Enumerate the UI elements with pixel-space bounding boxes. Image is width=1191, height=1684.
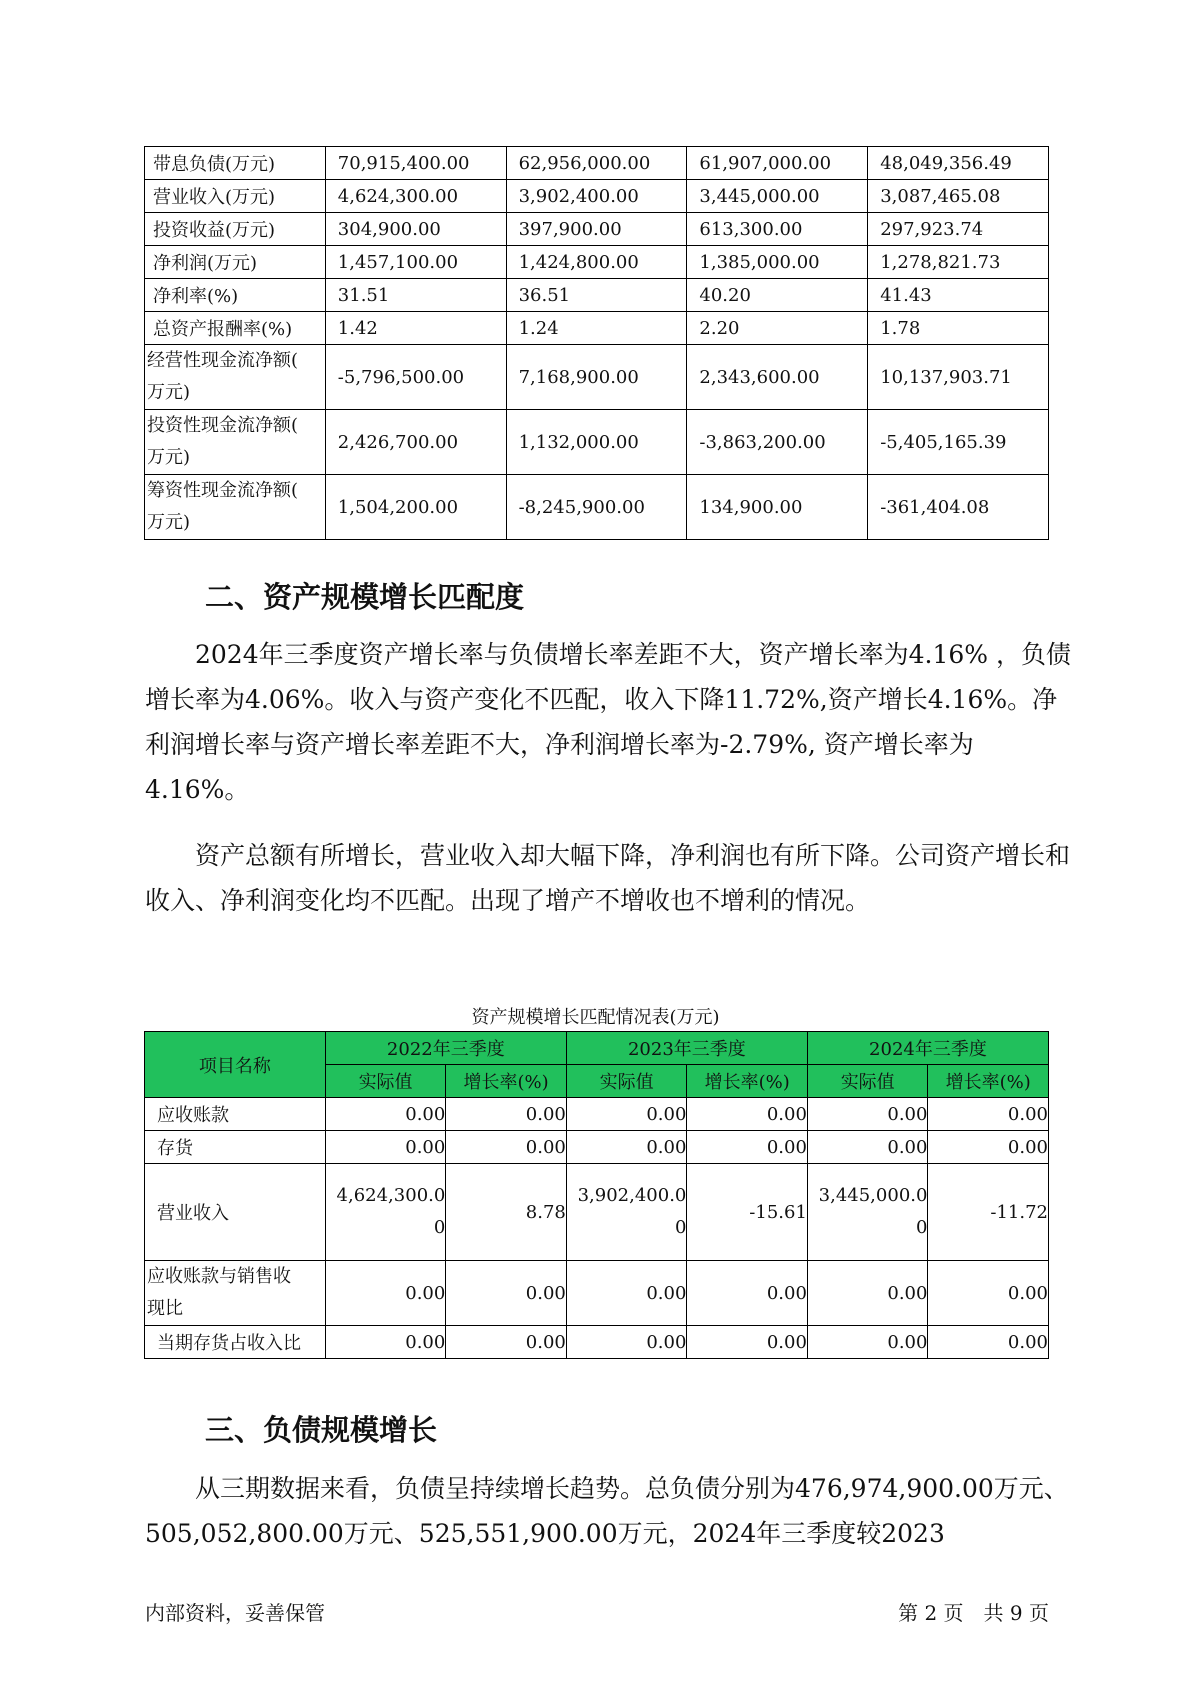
cell: 61,907,000.00 xyxy=(687,147,868,180)
table-caption: 资产规模增长匹配情况表(万元) xyxy=(471,1007,720,1028)
cell: 3,445,000.00 xyxy=(687,180,868,213)
row-label xyxy=(145,345,326,410)
cell: -5,405,165.39 xyxy=(868,410,1049,475)
cell: 41.43 xyxy=(868,279,1049,312)
cell: 0.00 xyxy=(807,1131,928,1164)
cell: 0.00 xyxy=(928,1326,1049,1359)
row-label-line1: 经营性现金流净额( xyxy=(147,350,299,371)
cell: 0.00 xyxy=(687,1131,808,1164)
cell: 10,137,903.71 xyxy=(868,345,1049,410)
cell-line1: 3,902,400.0 xyxy=(577,1185,687,1206)
asset-growth-match-table xyxy=(144,1031,1049,1359)
header-period: 2023年三季度 xyxy=(566,1032,807,1065)
cell: 36.51 xyxy=(506,279,687,312)
cell: 62,956,000.00 xyxy=(506,147,687,180)
cell: 0.00 xyxy=(566,1131,687,1164)
cell: 31.51 xyxy=(325,279,506,312)
cell: 3,087,465.08 xyxy=(868,180,1049,213)
cell: 1,385,000.00 xyxy=(687,246,868,279)
header-growth: 增长率(%) xyxy=(446,1065,567,1098)
cell-line2: 0 xyxy=(674,1217,687,1238)
cell: 1,457,100.00 xyxy=(325,246,506,279)
cell: 1.42 xyxy=(325,312,506,345)
row-name: 当期存货占收入比 xyxy=(145,1326,326,1359)
table-row xyxy=(145,213,1049,246)
table-row xyxy=(145,475,1049,540)
cell: 70,915,400.00 xyxy=(325,147,506,180)
row-name-line2: 现比 xyxy=(147,1298,183,1319)
cell: 0.00 xyxy=(687,1326,808,1359)
cell: 3,902,400.00 xyxy=(506,180,687,213)
row-name: 营业收入 xyxy=(145,1164,326,1261)
cell: 0.00 xyxy=(446,1098,567,1131)
cell: 613,300.00 xyxy=(687,213,868,246)
header-period: 2024年三季度 xyxy=(807,1032,1048,1065)
cell: 0.00 xyxy=(325,1098,446,1131)
cell: 297,923.74 xyxy=(868,213,1049,246)
cell: 0.00 xyxy=(928,1131,1049,1164)
table-row xyxy=(145,312,1049,345)
paragraph: 资产总额有所增长，营业收入却大幅下降，净利润也有所下降。公司资产增长和收入、净利润变化均不匹配。出现了增产不增收也不增利的情况。 xyxy=(145,841,1071,915)
cell: 4,624,300.00 xyxy=(325,180,506,213)
row-label: 净利率(%) xyxy=(145,279,326,312)
row-label: 带息负债(万元) xyxy=(145,147,326,180)
paragraph: 2024年三季度资产增长率与负债增长率差距不大，资产增长率为4.16% ，负债增长率为4.06%。收入与资产变化不匹配，收入下降11.72%,资产增长4.16%。净利润增长率与资产增长率差距不大，净利润增长率为-2.79%, 资产增长率为4.16%。 xyxy=(145,640,1071,804)
header-growth: 增长率(%) xyxy=(687,1065,808,1098)
cell: 0.00 xyxy=(325,1261,446,1326)
row-label-line2: 万元) xyxy=(147,512,191,533)
table-row xyxy=(145,345,1049,410)
cell: -361,404.08 xyxy=(868,475,1049,540)
row-name: 存货 xyxy=(145,1131,326,1164)
cell: -5,796,500.00 xyxy=(325,345,506,410)
table-row xyxy=(145,147,1049,180)
cell-line1: 4,624,300.0 xyxy=(336,1185,446,1206)
cell: 2,343,600.00 xyxy=(687,345,868,410)
cell: 1,424,800.00 xyxy=(506,246,687,279)
cell: 304,900.00 xyxy=(325,213,506,246)
cell: 0.00 xyxy=(566,1326,687,1359)
cell: 0.00 xyxy=(928,1261,1049,1326)
cell: 0.00 xyxy=(325,1131,446,1164)
table-row xyxy=(145,180,1049,213)
cell: 0.00 xyxy=(928,1098,1049,1131)
row-name: 应收账款 xyxy=(145,1098,326,1131)
cell: -3,863,200.00 xyxy=(687,410,868,475)
cell: 0.00 xyxy=(807,1098,928,1131)
header-actual: 实际值 xyxy=(325,1065,446,1098)
cell: 0.00 xyxy=(566,1098,687,1131)
table-row xyxy=(145,246,1049,279)
table-row xyxy=(145,1326,1049,1359)
header-period: 2022年三季度 xyxy=(325,1032,566,1065)
cell: 0.00 xyxy=(807,1261,928,1326)
cell: 0.00 xyxy=(687,1098,808,1131)
cell-line2: 0 xyxy=(433,1217,446,1238)
cell: 0.00 xyxy=(807,1326,928,1359)
header-growth: 增长率(%) xyxy=(928,1065,1049,1098)
section-heading-liability-growth: 三、负债规模增长 xyxy=(205,1413,438,1447)
row-label: 净利润(万元) xyxy=(145,246,326,279)
row-name-line1: 应收账款与销售收 xyxy=(147,1266,291,1287)
cell: 1.78 xyxy=(868,312,1049,345)
cell: -8,245,900.00 xyxy=(506,475,687,540)
table-row xyxy=(145,1261,1049,1326)
cell: 0.00 xyxy=(687,1261,808,1326)
cell: 1,278,821.73 xyxy=(868,246,1049,279)
cell: -15.61 xyxy=(687,1164,808,1261)
table-row xyxy=(145,1098,1049,1131)
cell xyxy=(566,1164,687,1261)
financial-metrics-table xyxy=(144,146,1049,540)
row-label xyxy=(145,410,326,475)
cell: 40.20 xyxy=(687,279,868,312)
cell: 1.24 xyxy=(506,312,687,345)
cell: 397,900.00 xyxy=(506,213,687,246)
row-label: 总资产报酬率(%) xyxy=(145,312,326,345)
cell: 1,132,000.00 xyxy=(506,410,687,475)
cell: 0.00 xyxy=(446,1131,567,1164)
cell: 0.00 xyxy=(446,1261,567,1326)
cell-line2: 0 xyxy=(916,1217,928,1238)
cell: 2.20 xyxy=(687,312,868,345)
table-row xyxy=(145,1164,1049,1261)
row-label: 投资收益(万元) xyxy=(145,213,326,246)
cell xyxy=(325,1164,446,1261)
cell: 8.78 xyxy=(446,1164,567,1261)
cell: 0.00 xyxy=(325,1326,446,1359)
section-heading-asset-growth: 二、资产规模增长匹配度 xyxy=(205,580,525,614)
row-label-line1: 投资性现金流净额( xyxy=(147,415,299,436)
table-row xyxy=(145,279,1049,312)
row-label-line1: 筹资性现金流净额( xyxy=(147,480,299,501)
cell: 1,504,200.00 xyxy=(325,475,506,540)
page-number: 第 2 页 共 9 页 xyxy=(898,1601,1049,1625)
row-label xyxy=(145,475,326,540)
header-item-name: 项目名称 xyxy=(145,1032,326,1098)
cell: 0.00 xyxy=(446,1326,567,1359)
row-label: 营业收入(万元) xyxy=(145,180,326,213)
table-row xyxy=(145,410,1049,475)
cell: 0.00 xyxy=(566,1261,687,1326)
cell: -11.72 xyxy=(928,1164,1049,1261)
row-label-line2: 万元) xyxy=(147,382,191,403)
cell: 48,049,356.49 xyxy=(868,147,1049,180)
table-row xyxy=(145,1131,1049,1164)
cell: 7,168,900.00 xyxy=(506,345,687,410)
cell: 2,426,700.00 xyxy=(325,410,506,475)
cell xyxy=(807,1164,928,1261)
header-actual: 实际值 xyxy=(807,1065,928,1098)
row-label-line2: 万元) xyxy=(147,447,191,468)
paragraph: 从三期数据来看，负债呈持续增长趋势。总负债分别为476,974,900.00万元、505,052,800.00万元、525,551,900.00万元，2024年三季度较2023 xyxy=(145,1474,1069,1548)
cell-line1: 3,445,000.0 xyxy=(818,1185,928,1206)
row-name xyxy=(145,1261,326,1326)
cell: 134,900.00 xyxy=(687,475,868,540)
header-actual: 实际值 xyxy=(566,1065,687,1098)
footer-note: 内部资料，妥善保管 xyxy=(145,1601,325,1625)
